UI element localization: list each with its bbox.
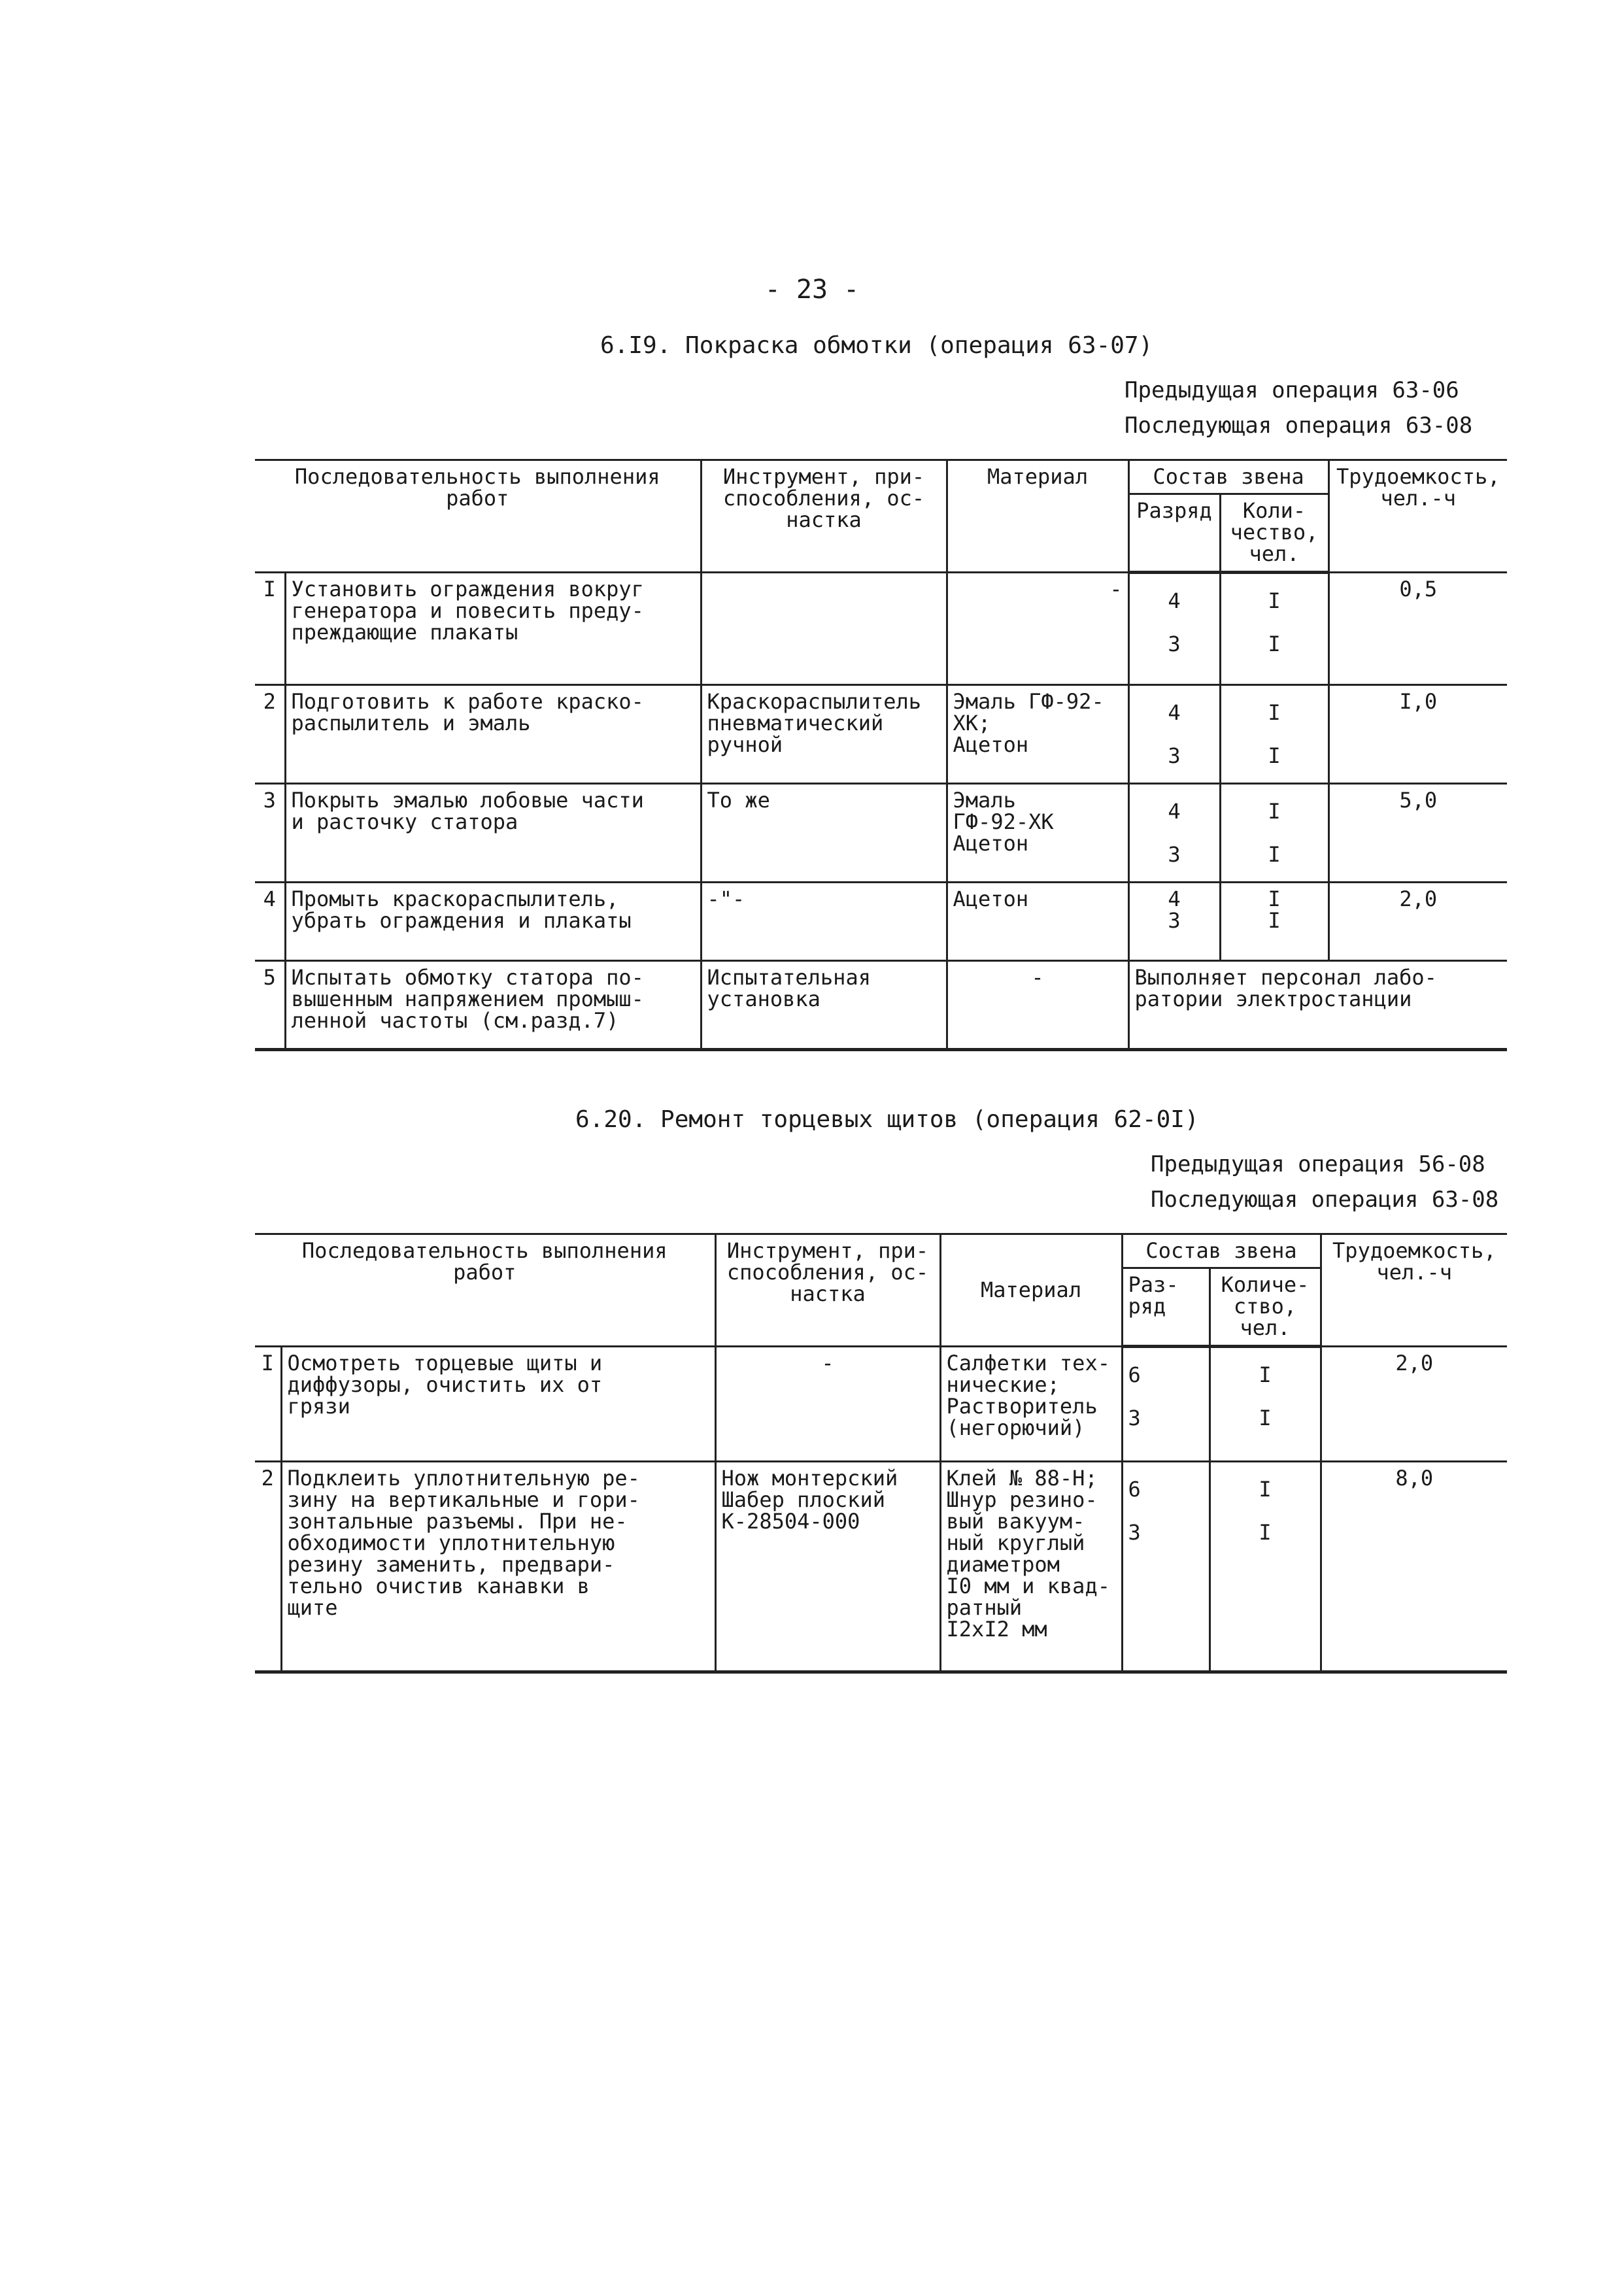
task-cell: Осмотреть торцевые щиты и диффузоры, очистить их от грязи: [281, 1347, 715, 1462]
count-cell: I I: [1220, 685, 1328, 784]
table-row: [255, 883, 1507, 961]
material-cell: Салфетки тех- нические; Растворитель (негорючий): [940, 1347, 1122, 1462]
row-number: I: [255, 573, 285, 685]
grade-cell: 4 3: [1128, 784, 1220, 883]
tools-cell: То же: [701, 784, 947, 883]
count-cell: I I: [1210, 1462, 1321, 1672]
note-cell: Выполняет персонал лабо- ратории электростанции: [1128, 961, 1507, 1050]
row-number: 3: [255, 784, 285, 883]
table-row: [255, 784, 1507, 883]
grade-cell: 6 3: [1122, 1462, 1210, 1672]
page-number: - 23 -: [764, 275, 860, 305]
header-tools: Инструмент, при- способления, ос- настка: [701, 460, 947, 573]
count-cell: I I: [1220, 784, 1328, 883]
table-row: [255, 961, 1507, 1050]
count-cell: I I: [1220, 883, 1328, 961]
task-cell: Подклеить уплотнительную ре- зину на вертикальные и гори- зонтальные разъемы. При не- обходимости уплотнительную резину заменить, предвари- тельно очистив канавки в щите: [281, 1462, 715, 1672]
row-number: 5: [255, 961, 285, 1050]
tools-cell: -: [715, 1347, 940, 1462]
material-cell: -: [947, 961, 1128, 1050]
operations-table: [255, 1233, 1507, 1674]
header-count: Количе- ство, чел.: [1210, 1268, 1321, 1347]
material-cell: Клей № 88-Н; Шнур резино- вый вакуум- ный круглый диаметром I0 мм и квад- ратный I2xI2 мм: [940, 1462, 1122, 1672]
header-material: Материал: [947, 460, 1128, 573]
tools-cell: [701, 573, 947, 685]
table-row: [255, 573, 1507, 685]
previous-operation: Предыдущая операция 56-08: [1151, 1151, 1485, 1177]
header-count: Коли- чество, чел.: [1220, 494, 1328, 573]
row-number: 2: [255, 1462, 281, 1672]
operations-table: [255, 459, 1507, 1051]
count-cell: I I: [1210, 1347, 1321, 1462]
material-cell: Ацетон: [947, 883, 1128, 961]
grade-cell: 4 3: [1128, 573, 1220, 685]
labor-cell: 2,0: [1328, 883, 1507, 961]
operation-links: [1125, 373, 1472, 443]
header-grade: Раз- ряд: [1122, 1268, 1210, 1347]
table-row: [255, 1347, 1507, 1462]
task-cell: Установить ограждения вокруг генератора и повесить преду- преждающие плакаты: [285, 573, 701, 685]
grade-cell: 4 3: [1128, 685, 1220, 784]
section-title: 6.I9. Покраска обмотки (операция 63-07): [600, 332, 1153, 359]
next-operation: Последующая операция 63-08: [1151, 1187, 1499, 1213]
count-cell: I I: [1220, 573, 1328, 685]
header-grade: Разряд: [1128, 494, 1220, 573]
grade-cell: 4 3: [1128, 883, 1220, 961]
table-row: [255, 1462, 1507, 1672]
task-cell: Испытать обмотку статора по- вышенным напряжением промыш- ленной частоты (см.разд.7): [285, 961, 701, 1050]
header-labor: Трудоемкость, чел.-ч: [1321, 1234, 1507, 1347]
labor-cell: 2,0: [1321, 1347, 1507, 1462]
header-labor: Трудоемкость, чел.-ч: [1328, 460, 1507, 573]
labor-cell: I,0: [1328, 685, 1507, 784]
header-sequence: Последовательность выполнения работ: [255, 460, 701, 573]
tools-cell: Испытательная установка: [701, 961, 947, 1050]
header-tools: Инструмент, при- способления, ос- настка: [715, 1234, 940, 1347]
next-operation: Последующая операция 63-08: [1125, 413, 1473, 439]
previous-operation: Предыдущая операция 63-06: [1125, 377, 1459, 403]
material-cell: Эмаль ГФ-92- ХК; Ацетон: [947, 685, 1128, 784]
table-row: [255, 685, 1507, 784]
tools-cell: -"-: [701, 883, 947, 961]
labor-cell: 5,0: [1328, 784, 1507, 883]
operation-links: [1151, 1147, 1498, 1217]
row-number: I: [255, 1347, 281, 1462]
material-cell: -: [947, 573, 1128, 685]
task-cell: Покрыть эмалью лобовые части и расточку статора: [285, 784, 701, 883]
header-team: Состав звена: [1128, 460, 1328, 494]
header-material: Материал: [940, 1234, 1122, 1347]
labor-cell: 8,0: [1321, 1462, 1507, 1672]
task-cell: Промыть краскораспылитель, убрать ограждения и плакаты: [285, 883, 701, 961]
header-sequence: Последовательность выполнения работ: [255, 1234, 715, 1347]
grade-cell: 6 3: [1122, 1347, 1210, 1462]
tools-cell: Нож монтерский Шабер плоский К-28504-000: [715, 1462, 940, 1672]
section-title: 6.20. Ремонт торцевых щитов (операция 62-0I): [575, 1106, 1199, 1133]
tools-cell: Краскораспылитель пневматический ручной: [701, 685, 947, 784]
labor-cell: 0,5: [1328, 573, 1507, 685]
header-team: Состав звена: [1122, 1234, 1321, 1268]
row-number: 4: [255, 883, 285, 961]
task-cell: Подготовить к работе краско- распылитель и эмаль: [285, 685, 701, 784]
row-number: 2: [255, 685, 285, 784]
material-cell: Эмаль ГФ-92-ХК Ацетон: [947, 784, 1128, 883]
